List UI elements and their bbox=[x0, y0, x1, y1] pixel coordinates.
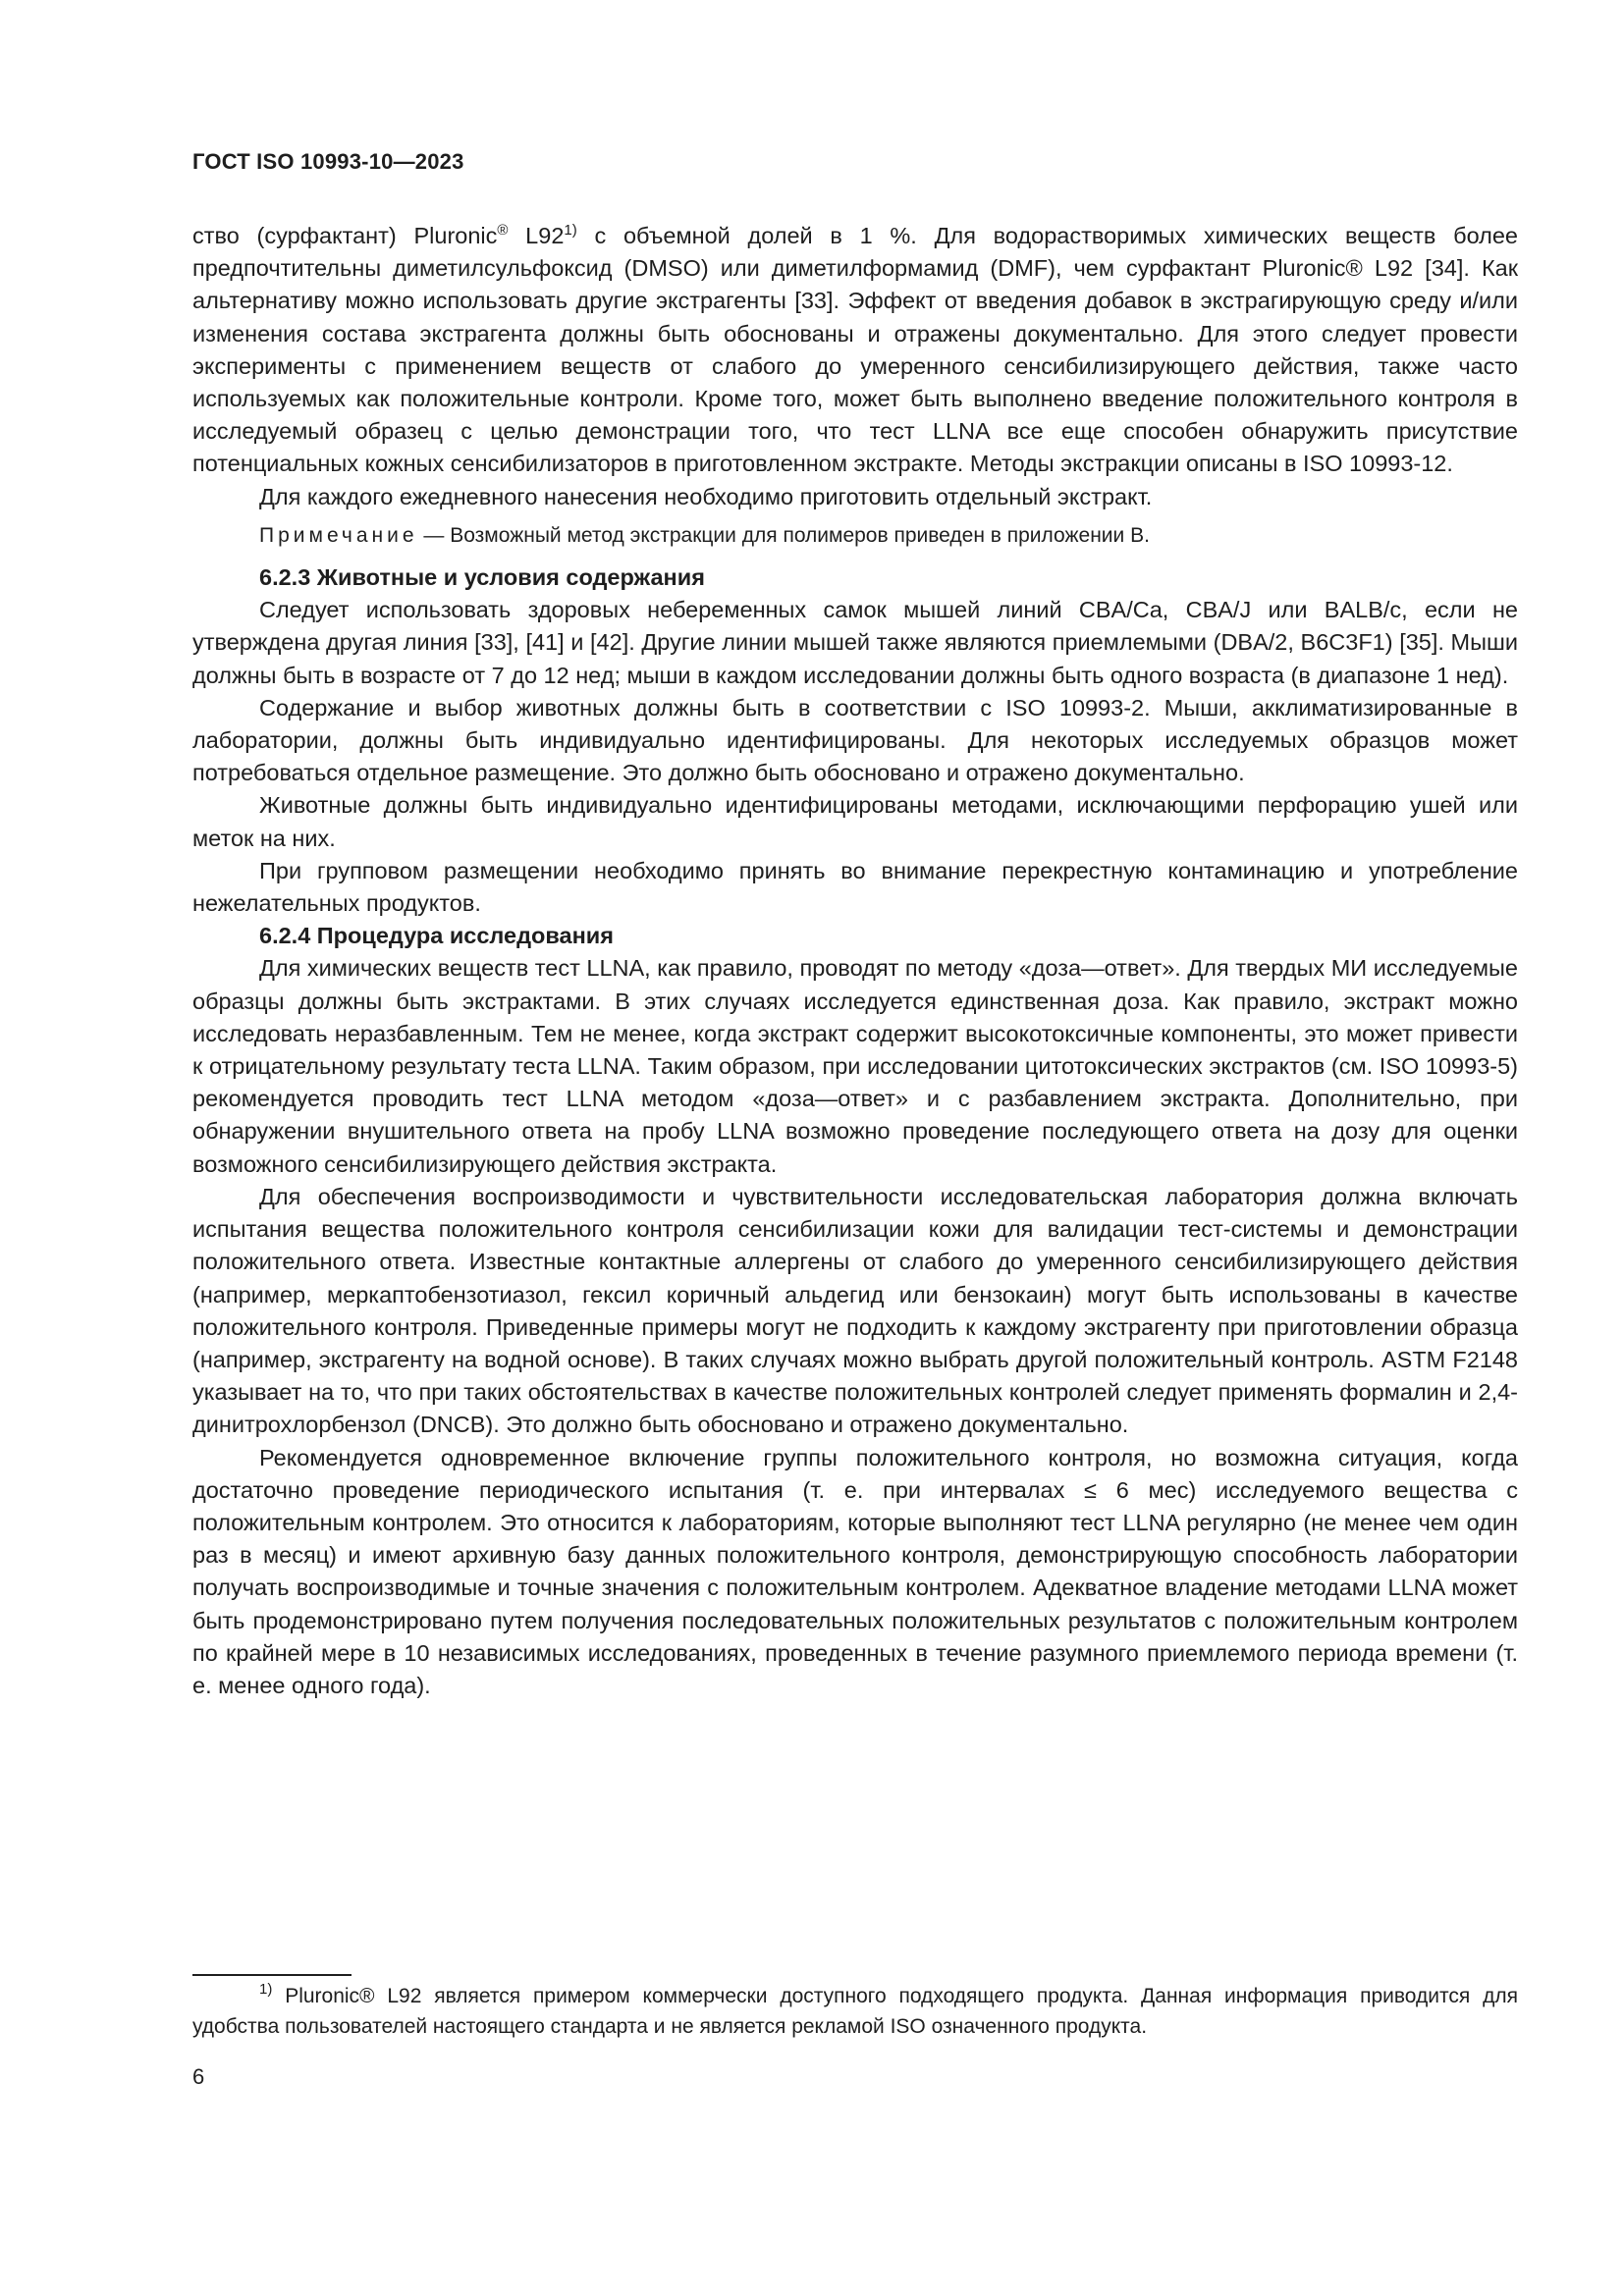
note-text: — Возможный метод экстракции для полимеров приведен в приложении В. bbox=[417, 523, 1150, 547]
paragraph-identification: Животные должны быть индивидуально идентифицированы методами, исключающими перфорацию ушей или меток на них. bbox=[192, 792, 1518, 851]
section-heading-6-2-3: 6.2.3 Животные и условия содержания bbox=[259, 564, 705, 591]
footnote-marker: 1) bbox=[259, 1981, 273, 1998]
note bbox=[192, 519, 1518, 552]
footnote-reference[interactable]: 1) bbox=[564, 222, 577, 239]
footnote-divider bbox=[192, 1974, 352, 1976]
page-number: 6 bbox=[192, 2064, 205, 2089]
paragraph-animal-housing: Содержание и выбор животных должны быть в соответствии с ISO 10993-2. Мыши, акклиматизированные в лаборатории, должны быть индивидуально идентифицированы. Для некоторых исследуемых образцов может потребоваться отдельное размещение. Это должно быть обосновано и отражено документально. bbox=[192, 694, 1518, 786]
footnote bbox=[192, 1982, 1518, 2042]
paragraph-daily-extract: Для каждого ежедневного нанесения необходимо приготовить отдельный экстракт. bbox=[259, 483, 1153, 509]
paragraph-group-housing: При групповом размещении необходимо принять во внимание перекрестную контаминацию и употребление нежелательных продуктов. bbox=[192, 857, 1518, 917]
note-label: Примечание bbox=[259, 523, 418, 547]
document-body bbox=[192, 220, 1518, 1702]
paragraph-mice-strains: Следует использовать здоровых небеременных самок мышей линий CBA/Ca, CBA/J или BALB/c, если не утверждена другая линия [33], [41] и [42]. Другие линии мышей также являются приемлемыми (DBA/2, B6C3F1) [35]. Мыши должны быть в возрасте от 7 до 12 нед; мыши в каждом исследовании должны быть одного возраста (в диапазоне 1 нед). bbox=[192, 597, 1518, 688]
paragraph-positive-control: Для обеспечения воспроизводимости и чувствительности исследовательская лаборатория должна включать испытания вещества положительного контроля сенсибилизации кожи для валидации тест-системы и демонстрации положительного ответа. Известные контактные аллергены от слабого до умеренного сенсибилизирующего действия (например, меркаптобензотиазол, гексил коричный альдегид или бензокаин) могут быть использованы в качестве положительного контроля. Приведенные примеры могут не подходить к каждому экстрагенту при приготовлении образца (например, экстрагенту на водной основе). В таких случаях можно выбрать другой положительный контроль. ASTM F2148 указывает на то, что при таких обстоятельствах в качестве положительных контролей следует применять формалин и 2,4-динитрохлорбензол (DNCB). Это должно быть обосновано и отражено документально. bbox=[192, 1183, 1518, 1438]
paragraph-surfactant: ство (сурфактант) Pluronic® L92$^{1)}$ с объемной долей в 1 %. Для водорастворимых химических веществ более предпочтительны диметилсульфоксид (DMSO) или диметилформамид (DMF), чем сурфактант Pluronic® L92 [34]. Как альтернативу можно использовать другие экстрагенты [33]. Эффект от введения добавок в экстрагирующую среду и/или изменения состава экстрагента должны быть обоснованы и отражены документально. Для этого следует провести эксперименты с применением веществ от слабого до умеренного сенсибилизирующего действия, также часто используемых как положительные контроли. Кроме того, может быть выполнено введение положительного контроля в исследуемый образец с целью демонстрации того, что тест LLNA все еще способен обнаружить присутствие потенциальных кожных сенсибилизаторов в приготовленном экстракте. Методы экстракции описаны в ISO 10993-12. bbox=[192, 222, 1518, 477]
document-header: ГОСТ ISO 10993-10—2023 bbox=[192, 149, 464, 174]
footnote-text: Pluronic® L92 является примером коммерчески доступного подходящего продукта. Данная информация приводится для удобства пользователей настоящего стандарта и не является рекламой ISO означенного продукта. bbox=[192, 1985, 1518, 2038]
paragraph-periodic-testing: Рекомендуется одновременное включение группы положительного контроля, но возможна ситуация, когда достаточно проведение периодического испытания (т. е. при интервалах ≤ 6 мес) исследуемого вещества с положительным контролем. Это относится к лабораториям, которые выполняют тест LLNA регулярно (не менее чем один раз в месяц) и имеют архивную базу данных положительного контроля, демонстрирующую способность лаборатории получать воспроизводимые и точные значения с положительным контролем. Адекватное владение методами LLNA может быть продемонстрировано путем получения последовательных положительных результатов с положительным контролем по крайней мере в 10 независимых исследованиях, проведенных в течение разумного приемлемого периода времени (т. е. менее одного года). bbox=[192, 1444, 1518, 1698]
section-heading-6-2-4: 6.2.4 Процедура исследования bbox=[259, 923, 614, 949]
paragraph-dose-response: Для химических веществ тест LLNA, как правило, проводят по методу «доза—ответ». Для твердых МИ исследуемые образцы должны быть экстрактами. В этих случаях исследуется единственная доза. Как правило, экстракт можно исследовать неразбавленным. Тем не менее, когда экстракт содержит высокотоксичные компоненты, это может привести к отрицательному результату теста LLNA. Таким образом, при исследовании цитотоксических экстрактов (см. ISO 10993-5) рекомендуется проводить тест LLNA методом «доза—ответ» и с разбавлением экстракта. Дополнительно, при обнаружении внушительного ответа на пробу LLNA возможно проведение последующего ответа на дозу для оценки возможного сенсибилизирующего действия экстракта. bbox=[192, 955, 1518, 1177]
